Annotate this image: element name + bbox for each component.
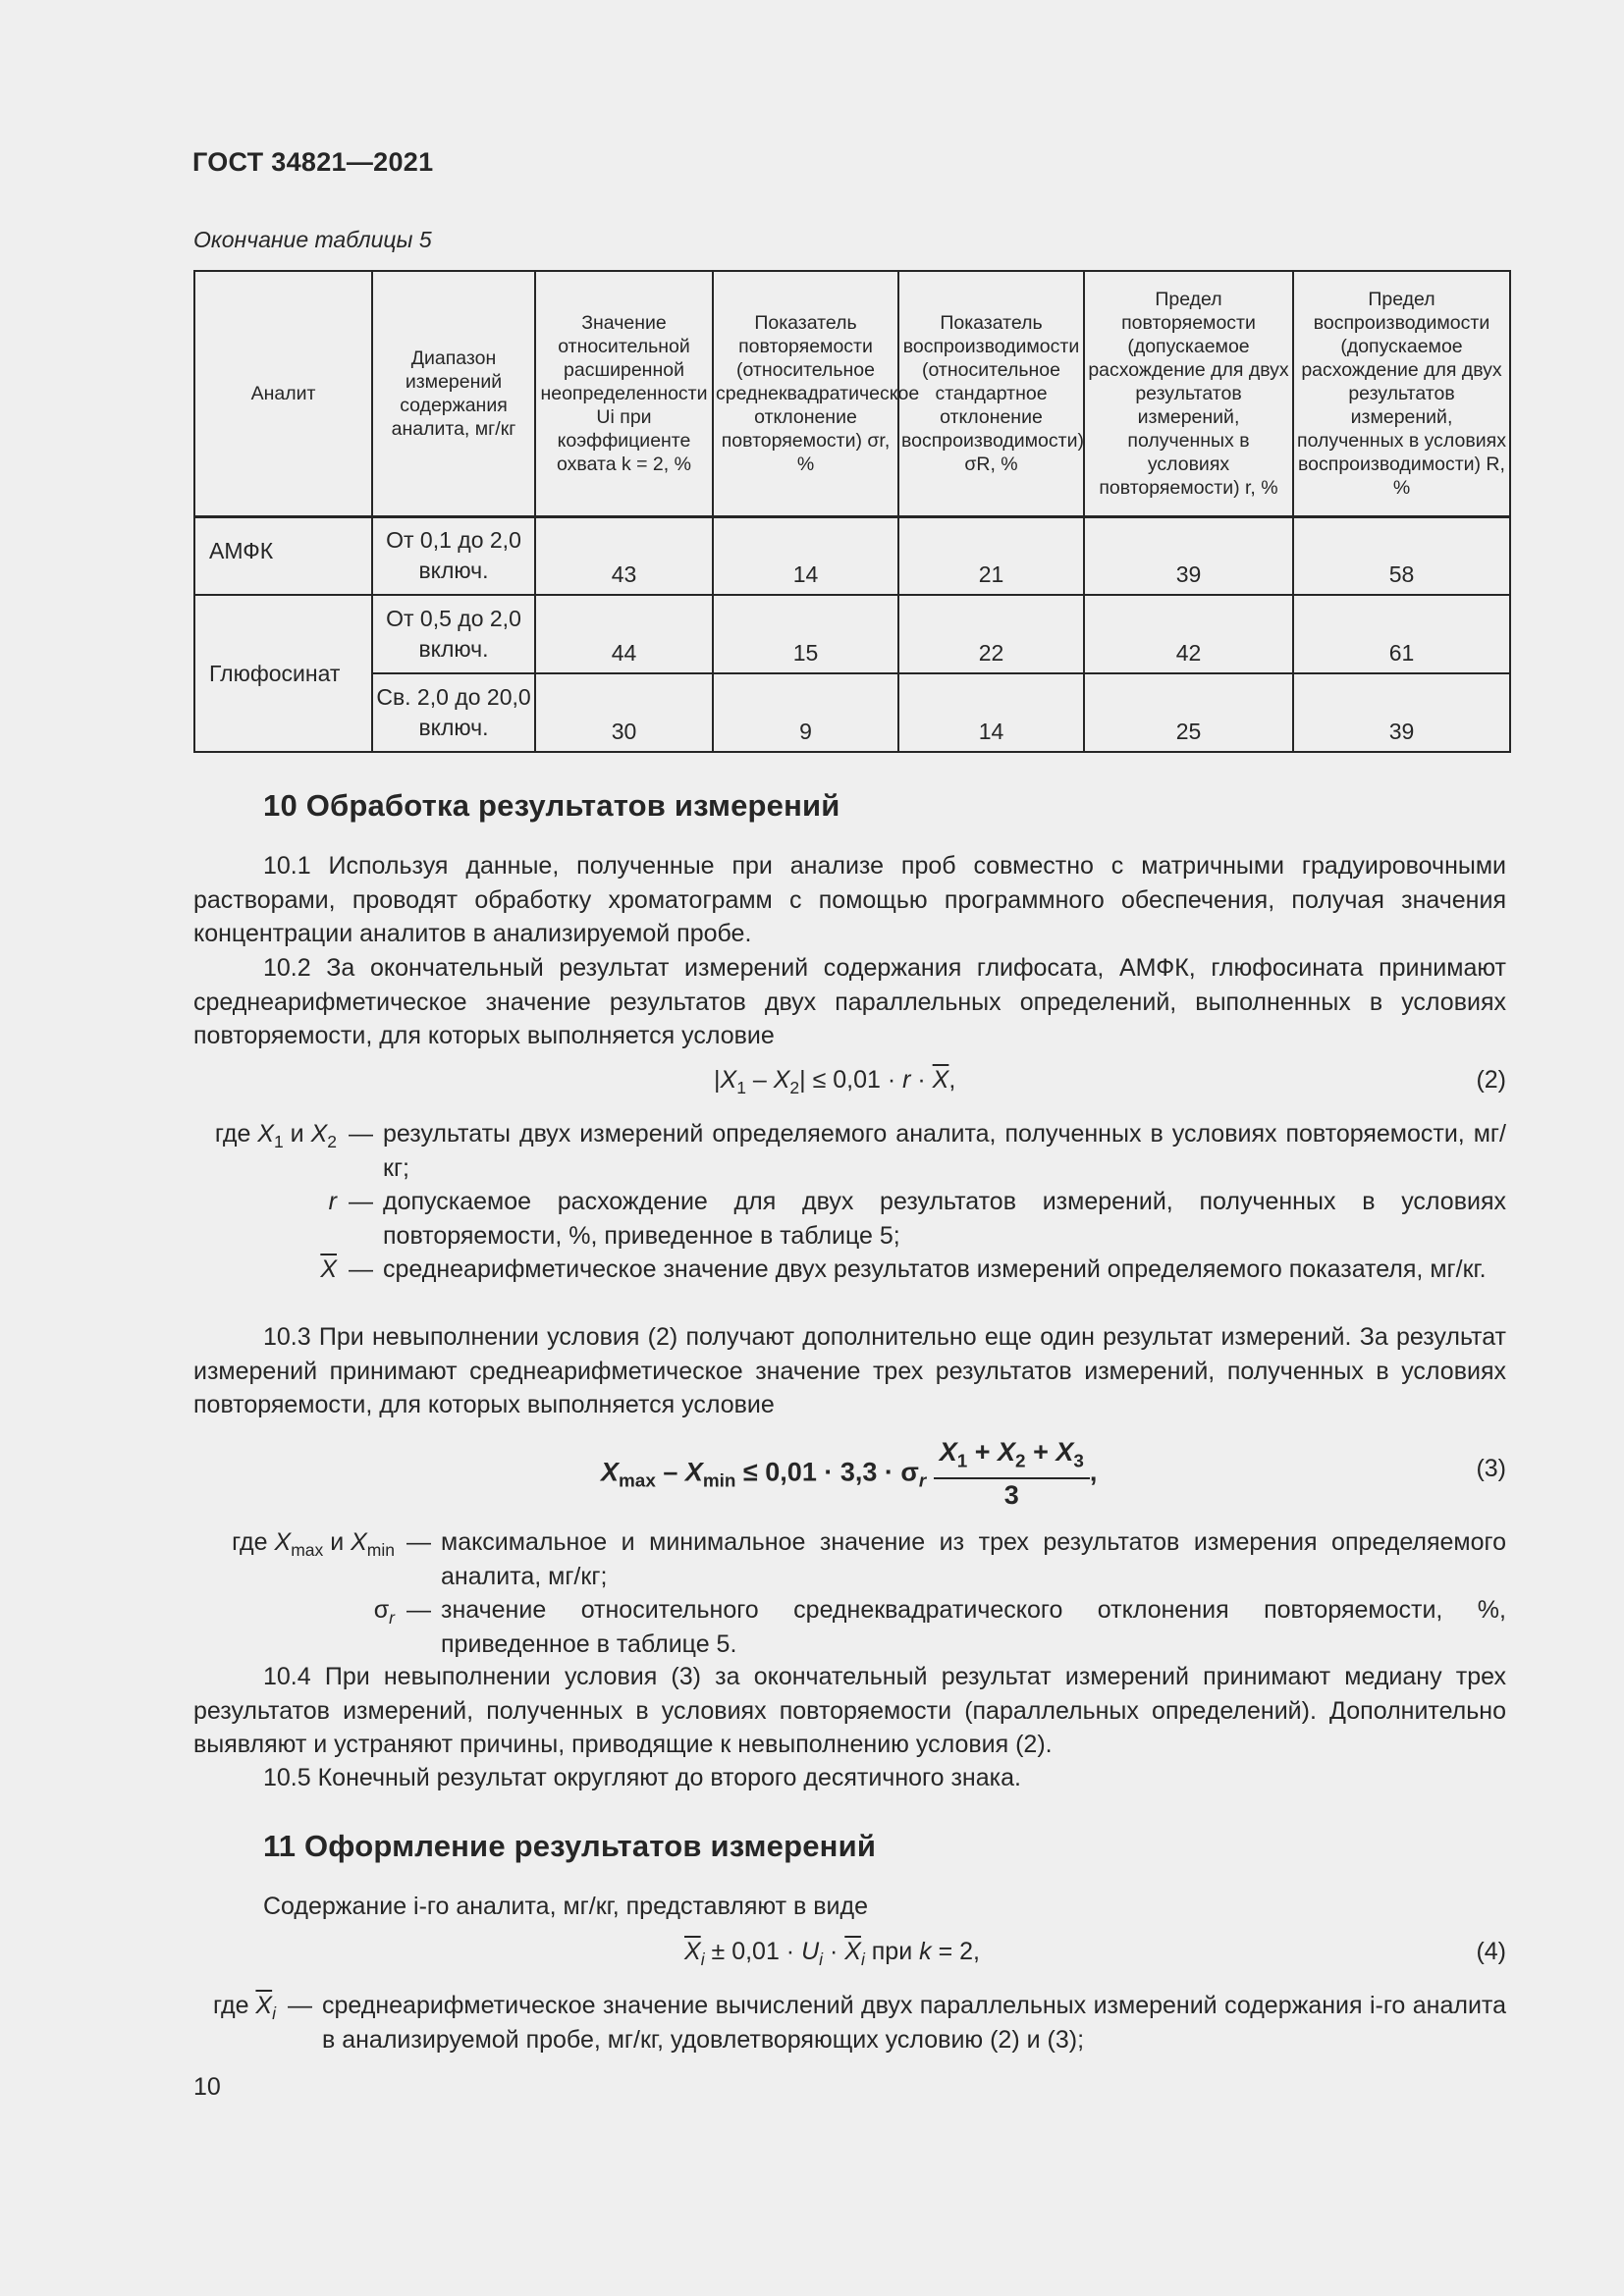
equation-number: (4) <box>1476 1938 1506 1965</box>
cell-analyte: Глюфосинат <box>194 595 372 752</box>
cell-sr: 9 <box>713 673 898 752</box>
formula-4: $\overline{X}_i \pm 0,01 \cdot U_i \cdot \overline{X}_i$ при k = 2, (4) <box>193 1935 1506 1968</box>
definition-text: значение относительного среднеквадратического отклонения повторяемости, %, приведенное в таблице 5. <box>441 1596 1506 1658</box>
cell-analyte: АМФК <box>194 516 372 595</box>
paragraph-10-3: 10.3 При невыполнении условия (2) получают дополнительно еще один результат измерений. За результат измерений принимают среднеарифметическое значение трех результатов измерений, полученных в условиях повторяемости, для которых выполняется условие <box>193 1323 1506 1418</box>
table-5 <box>193 270 1511 753</box>
formula-4-definitions: где $\overline{X}_i$ — среднеарифметическое значение вычислений двух параллельных измерений содержания i-го аналита в анализируемой пробе, мг/кг, удовлетворяющих условию (2) и (3); <box>193 1989 1506 2056</box>
formula-2-definitions: где $X_1$ и $X_2$ — результаты двух измерений определяемого аналита, полученных в условиях повторяемости, мг/кг; r — допускаемое расхождение для двух результатов измерений, полученных в условиях повторяемости, %, приведенное в таблице 5; $\overline{X}$ — среднеарифметическое значение двух результатов измерений определяемого показателя, мг/кг. <box>193 1117 1506 1287</box>
formula-2: $|X_1 - X_2| \le 0,01 \cdot r \cdot \overline{X}$, (2) <box>193 1063 1506 1096</box>
cell-sr: 15 <box>713 595 898 673</box>
formula-3-definitions: где $X_{max}$ и $X_{min}$ — максимальное и минимальное значение из трех результатов измерения определяемого аналита, мг/кг; $\sigma_r$ — значение относительного среднеквадратического отклонения повторяемости, %, приведенное в таблице 5. <box>193 1525 1506 1661</box>
cell-r: 39 <box>1084 516 1293 595</box>
cell-sR: 22 <box>898 595 1084 673</box>
definition-text: среднеарифметическое значение вычислений двух параллельных измерений содержания i-го аналита в анализируемой пробе, мг/кг, удовлетворяющих условию (2) и (3); <box>322 1992 1506 2054</box>
header-range: Диапазон измерений содержания аналита, мг/кг <box>372 271 535 516</box>
cell-sR: 21 <box>898 516 1084 595</box>
cell-R: 58 <box>1293 516 1510 595</box>
table-caption: Окончание таблицы 5 <box>193 227 432 252</box>
header-repeat-limit: Предел повторяемости (допускаемое расхождение для двух результатов измерений, полученных в условиях повторяемости) r, % <box>1084 271 1293 516</box>
definition-text: максимальное и минимальное значение из трех результатов измерения определяемого аналита, мг/кг; <box>441 1528 1506 1590</box>
formula-3: $X_{max} - X_{min} \le 0,01 \cdot 3,3 \cdot \sigma_r$ $\frac{X_1 + X_2 + X_3}{3}$ , (3) <box>601 1437 1506 1511</box>
cell-u: 44 <box>535 595 713 673</box>
paragraph-10-4: 10.4 При невыполнении условия (3) за окончательный результат измерений принимают медиану трех результатов измерений, полученных в условиях повторяемости (параллельных определений). Дополнительно выявляют и устраняют причины, приводящие к невыполнению условия (2). <box>193 1663 1506 1758</box>
paragraph-10-5: 10.5 Конечный результат округляют до второго десятичного знака. <box>263 1764 1021 1791</box>
section-11-title: 11 Оформление результатов измерений <box>263 1829 877 1863</box>
header-uncertainty: Значение относительной расширенной неопределенности Ui при коэффициенте охвата k = 2, % <box>535 271 713 516</box>
header-repeatability: Показатель повторяемости (относительное среднеквадратическое отклонение повторяемости) σr, % <box>713 271 898 516</box>
cell-u: 43 <box>535 516 713 595</box>
table-header-row <box>194 271 1510 516</box>
equation-number: (2) <box>1476 1066 1506 1094</box>
definition-text: допускаемое расхождение для двух результатов измерений, полученных в условиях повторяемости, %, приведенное в таблице 5; <box>383 1188 1506 1250</box>
table-row <box>194 516 1510 595</box>
cell-r: 25 <box>1084 673 1293 752</box>
cell-r: 42 <box>1084 595 1293 673</box>
page-number: 10 <box>193 2073 221 2101</box>
cell-R: 61 <box>1293 595 1510 673</box>
paragraph-10-2: 10.2 За окончательный результат измерений содержания глифосата, АМФК, глюфосината принимают среднеарифметическое значение результатов двух параллельных определений, выполненных в условиях повторяемости, для которых выполняется условие <box>193 954 1506 1049</box>
header-reprod-limit: Предел воспроизводимости (допускаемое расхождение для двух результатов измерений, полученных в условиях воспроизводимости) R, % <box>1293 271 1510 516</box>
cell-range: От 0,5 до 2,0 включ. <box>372 595 535 673</box>
cell-sr: 14 <box>713 516 898 595</box>
paragraph-11-intro: Содержание i-го аналита, мг/кг, представляют в виде <box>263 1893 868 1920</box>
equation-number: (3) <box>1476 1455 1506 1482</box>
definition-text: среднеарифметическое значение двух результатов измерений определяемого показателя, мг/кг. <box>383 1255 1487 1283</box>
cell-range: Св. 2,0 до 20,0 включ. <box>372 673 535 752</box>
table-row <box>194 595 1510 673</box>
section-10-title: 10 Обработка результатов измерений <box>263 788 840 823</box>
table-row <box>194 673 1510 752</box>
cell-R: 39 <box>1293 673 1510 752</box>
standard-header: ГОСТ 34821—2021 <box>192 147 434 177</box>
cell-sR: 14 <box>898 673 1084 752</box>
header-analyte: Аналит <box>194 271 372 516</box>
cell-range: От 0,1 до 2,0 включ. <box>372 516 535 595</box>
cell-u: 30 <box>535 673 713 752</box>
definition-text: результаты двух измерений определяемого аналита, полученных в условиях повторяемости, мг/кг; <box>383 1120 1506 1182</box>
header-reproducibility: Показатель воспроизводимости (относительное стандартное отклонение воспроизводимости) σR, % <box>898 271 1084 516</box>
paragraph-10-1: 10.1 Используя данные, полученные при анализе проб совместно с матричными градуировочными растворами, проводят обработку хроматограмм с помощью программного обеспечения, получая значения концентрации аналитов в анализируемой пробе. <box>193 852 1506 947</box>
